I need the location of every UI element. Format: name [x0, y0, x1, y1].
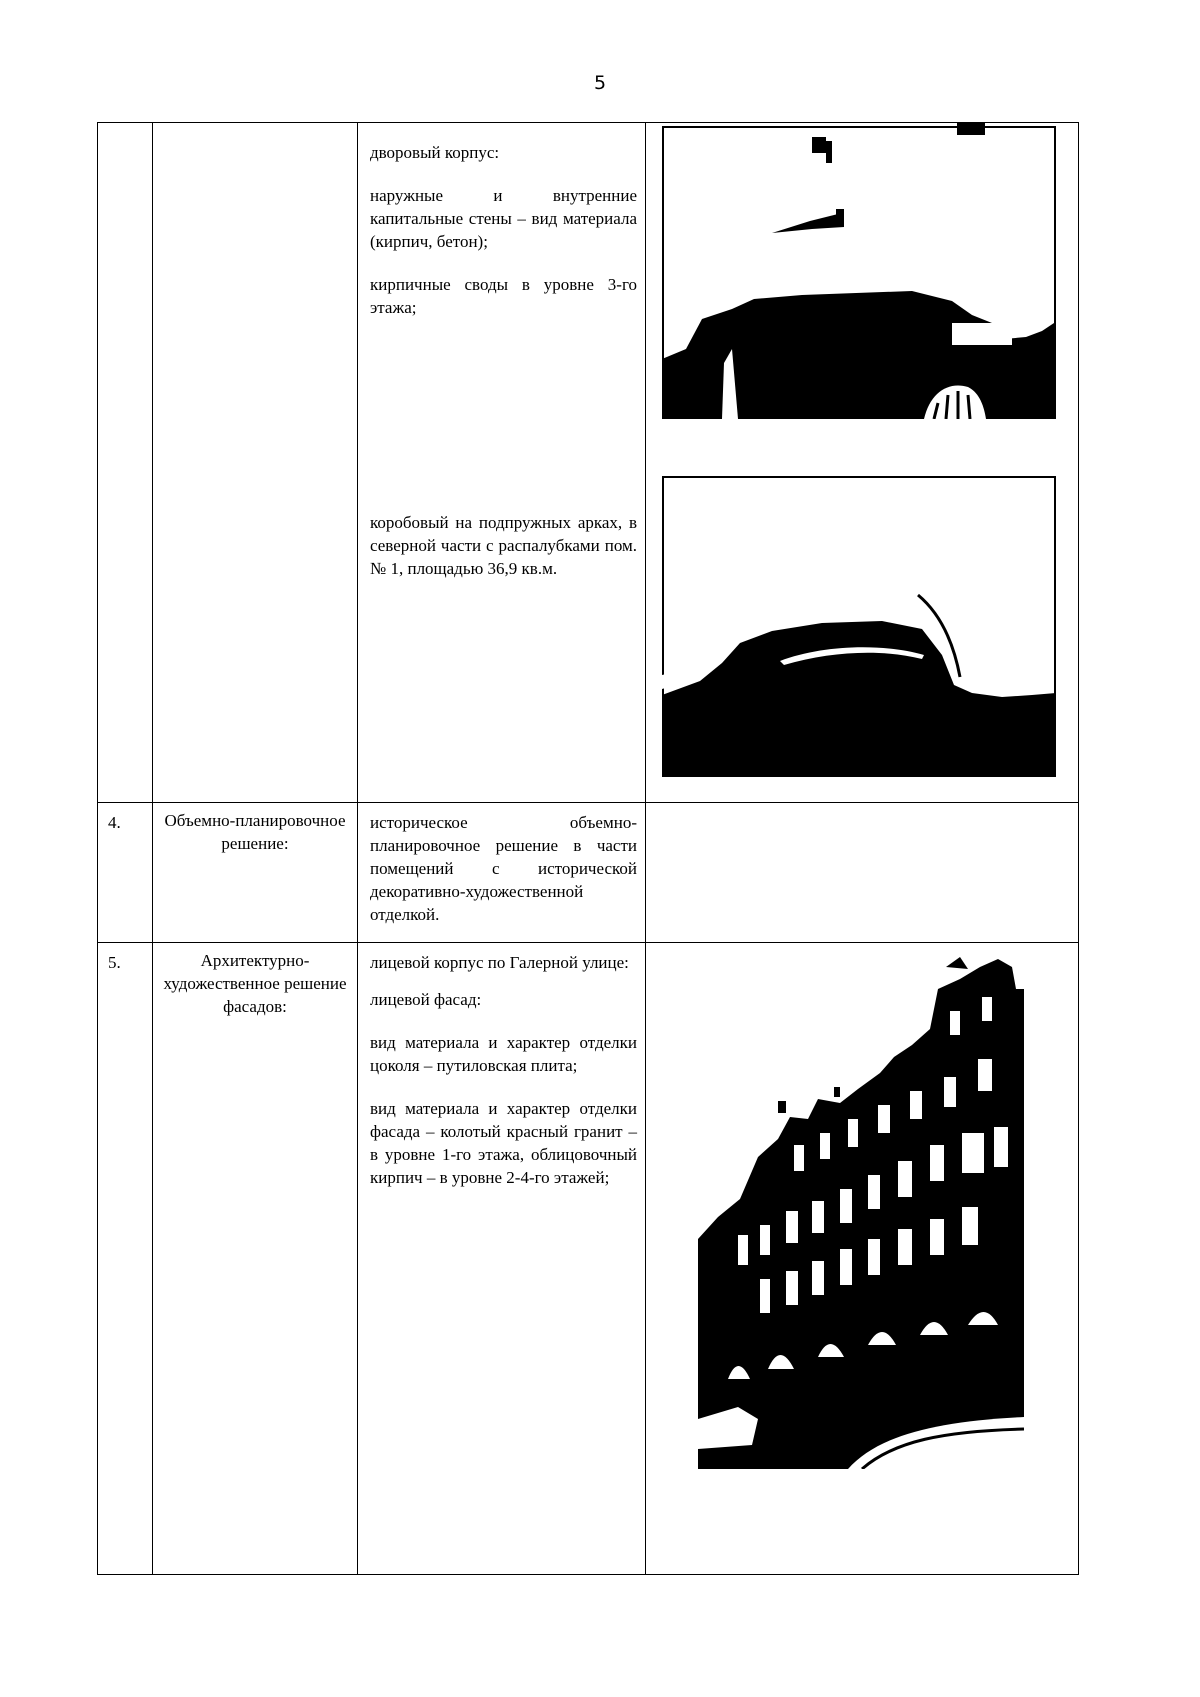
photo-courtyard-vault-1: [662, 123, 1056, 419]
page-number: 5: [593, 72, 607, 94]
table-row: [98, 943, 1079, 1575]
row-photos: [646, 943, 1079, 1575]
row-category: Объемно-планировочное решение:: [153, 803, 358, 943]
row-category: Архитектурно-художественное решение фасадов:: [153, 943, 358, 1575]
row-number: 4.: [98, 803, 153, 943]
protection-subject-table: [97, 122, 1079, 1575]
row-description: [358, 123, 646, 803]
row-photos: [646, 123, 1079, 803]
row-category: [153, 123, 358, 803]
paragraph: вид материала и характер отделки фасада – колотый красный гранит – в уровне 1-го этажа, облицовочный кирпич – в уровне 2-4-го этажей;: [370, 1099, 637, 1187]
paragraph: коробовый на подпружных арках, в северной части с распалубками пом. № 1, площадью 36,9 кв.м.: [370, 513, 637, 578]
paragraph: кирпичные своды в уровне 3-го этажа;: [370, 275, 637, 317]
row-number: [98, 123, 153, 803]
photo-courtyard-vault-2: [662, 475, 1056, 777]
table-row: [98, 123, 1079, 803]
row-number: 5.: [98, 943, 153, 1575]
row-photos-empty: [646, 803, 1079, 943]
paragraph: дворовый корпус:: [370, 143, 500, 162]
paragraph: историческое объемно-планировочное решение в части помещений с исторической декоративно-художественной отделкой.: [370, 813, 637, 924]
paragraph: вид материала и характер отделки цоколя – путиловская плита;: [370, 1033, 637, 1075]
row-description: [358, 943, 646, 1575]
paragraph: наружные и внутренние капитальные стены – вид материала (кирпич, бетон);: [370, 186, 637, 251]
paragraph: лицевой корпус по Галерной улице:: [370, 953, 629, 972]
paragraph: лицевой фасад:: [370, 990, 482, 1009]
row-description: [358, 803, 646, 943]
photo-facade-galernaya: [698, 949, 1024, 1469]
table-row: [98, 803, 1079, 943]
